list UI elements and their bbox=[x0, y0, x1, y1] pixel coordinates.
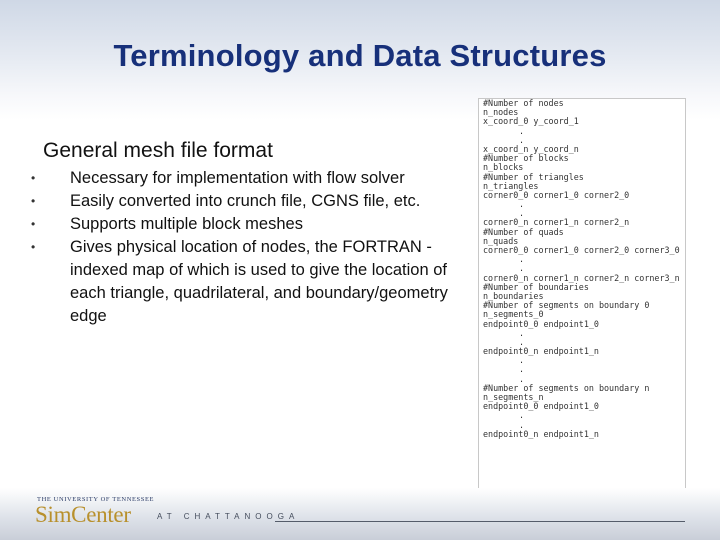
code-line: endpoint0_0 endpoint1_0 bbox=[483, 401, 599, 412]
code-line: . bbox=[519, 254, 525, 265]
code-line: endpoint0_n endpoint1_n bbox=[483, 346, 599, 357]
code-line: n_nodes bbox=[483, 107, 519, 118]
bullet-text: Necessary for implementation with flow solver bbox=[70, 169, 405, 187]
code-line: endpoint0_n endpoint1_n bbox=[483, 428, 599, 439]
code-line: x_coord_0 y_coord_1 bbox=[483, 116, 579, 127]
code-line: n_triangles bbox=[483, 180, 539, 191]
code-line: n_boundaries bbox=[483, 290, 544, 301]
code-line: #Number of segments on boundary 0 bbox=[483, 300, 650, 311]
bullet-item bbox=[31, 167, 461, 190]
code-line: . bbox=[519, 410, 525, 421]
bullet-dot-icon: • bbox=[31, 240, 36, 254]
code-line: n_blocks bbox=[483, 162, 524, 173]
bullet-item bbox=[31, 190, 461, 213]
code-line: . bbox=[519, 355, 525, 366]
bullet-text: Gives physical location of nodes, the FORTRAN -indexed map of which is used to give the location of each triangle, quadrilateral, and boundary/geometry edge bbox=[70, 238, 448, 325]
slide-subtitle: General mesh file format bbox=[43, 139, 273, 162]
code-line: . bbox=[519, 208, 525, 219]
code-line: #Number of nodes bbox=[483, 98, 564, 108]
bullet-dot-icon: • bbox=[31, 194, 36, 208]
code-line: #Number of boundaries bbox=[483, 281, 589, 292]
code-line: . bbox=[519, 419, 525, 430]
simcenter-logo: SimCenter bbox=[35, 502, 131, 527]
bullet-dot-icon: • bbox=[31, 217, 36, 231]
code-line: . bbox=[519, 263, 525, 274]
logo-location-text: AT CHATTANOOGA bbox=[157, 512, 300, 521]
code-line: endpoint0_0 endpoint1_0 bbox=[483, 318, 599, 329]
bullet-text: Supports multiple block meshes bbox=[70, 215, 303, 233]
bullet-text: Easily converted into crunch file, CGNS file, etc. bbox=[70, 192, 421, 210]
code-line: . bbox=[519, 134, 525, 145]
code-line: . bbox=[519, 199, 525, 210]
code-line: . bbox=[519, 327, 525, 338]
code-line: corner0_n corner1_n corner2_n corner3_n bbox=[483, 272, 680, 283]
code-line: #Number of segments on boundary n bbox=[483, 382, 650, 393]
mesh-file-format-listing bbox=[478, 98, 686, 490]
code-line: corner0_n corner1_n corner2_n bbox=[483, 217, 630, 228]
bullet-item bbox=[31, 213, 461, 236]
bullet-list bbox=[31, 167, 461, 328]
code-line: #Number of quads bbox=[483, 226, 564, 237]
code-line: . bbox=[519, 364, 525, 375]
code-line: #Number of blocks bbox=[483, 153, 569, 164]
code-line: . bbox=[519, 373, 525, 384]
code-line: n_segments_0 bbox=[483, 309, 544, 320]
code-line: n_quads bbox=[483, 235, 519, 246]
logo-university-text: THE UNIVERSITY OF TENNESSEE bbox=[37, 496, 155, 503]
footer-rule bbox=[275, 521, 685, 522]
code-line: . bbox=[519, 125, 525, 136]
code-line: . bbox=[519, 336, 525, 347]
code-line: #Number of triangles bbox=[483, 171, 584, 182]
slide-title: Terminology and Data Structures bbox=[113, 38, 607, 73]
code-line: n_segments_n bbox=[483, 392, 544, 402]
code-line: corner0_0 corner1_0 corner2_0 bbox=[483, 189, 630, 200]
code-line: x_coord_n y_coord_n bbox=[483, 143, 579, 154]
code-line: corner0_0 corner1_0 corner2_0 corner3_0 bbox=[483, 245, 680, 255]
bullet-dot-icon: • bbox=[31, 171, 36, 185]
bullet-item bbox=[31, 236, 461, 328]
